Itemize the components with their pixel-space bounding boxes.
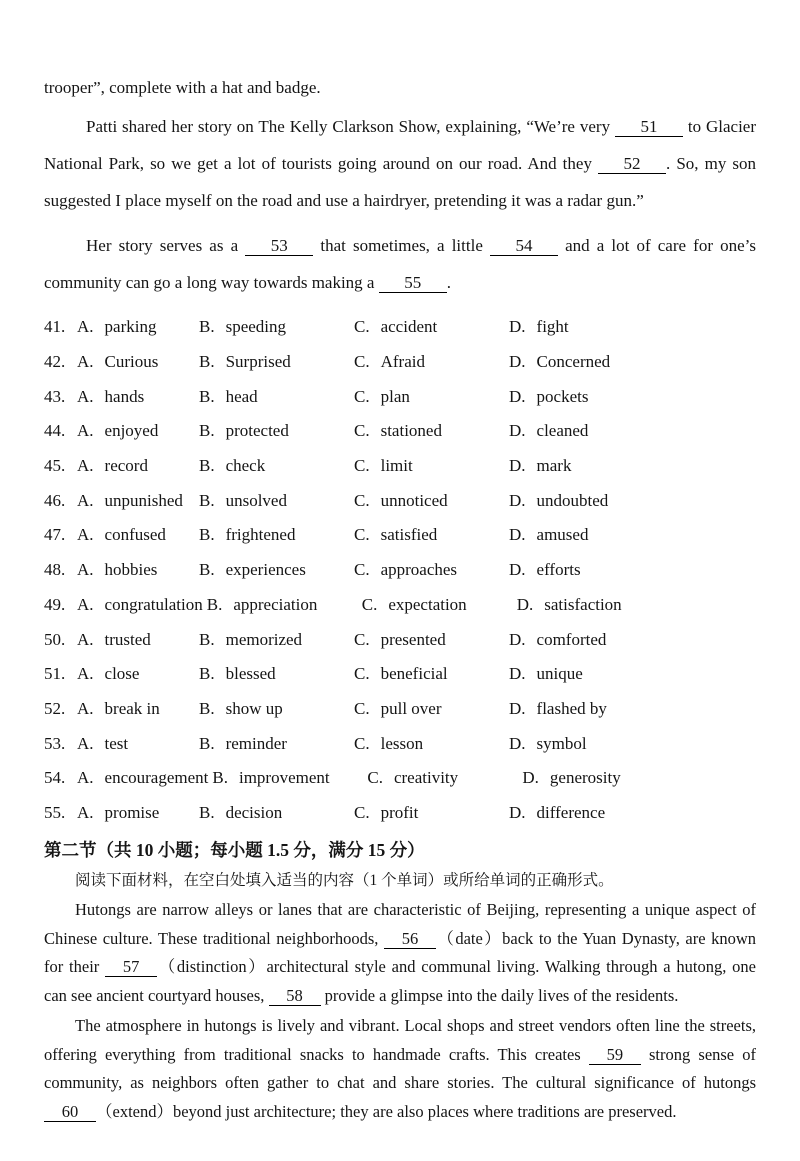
option-b — [199, 456, 354, 476]
option-word: Curious — [104, 352, 159, 372]
option-number: 43. — [44, 386, 66, 406]
option-word: speeding — [225, 317, 287, 337]
option-word: confused — [104, 525, 166, 545]
option-letter: A. — [77, 317, 94, 337]
option-d — [509, 664, 756, 684]
blank-57: 57 — [105, 957, 157, 977]
option-letter: A. — [77, 802, 94, 822]
option-letter: C. — [354, 525, 370, 545]
option-letter: C. — [367, 768, 383, 788]
option-letter: B. — [199, 733, 215, 753]
option-c — [354, 560, 509, 580]
option-letter: A. — [77, 664, 94, 684]
option-letter: D. — [509, 629, 526, 649]
option-letter: C. — [361, 594, 378, 614]
option-word: generosity — [549, 768, 621, 788]
option-row-55 — [44, 796, 756, 831]
option-letter: A. — [77, 733, 94, 753]
option-letter: B. — [199, 456, 215, 476]
option-letter: D. — [522, 768, 539, 788]
option-number: 44. — [44, 421, 66, 441]
blank-54: 54 — [490, 236, 558, 256]
option-letter: C. — [354, 352, 370, 372]
option-letter: B. — [199, 490, 215, 510]
option-c — [354, 525, 509, 545]
option-letter: C. — [354, 802, 370, 822]
option-word: frightened — [225, 525, 296, 545]
option-word: head — [225, 386, 258, 406]
cloze-paragraph-1: Patti shared her story on The Kelly Clarkson Show, explaining, “We’re very 51 to Glacier National Park, so we get a lot of tourists going around on our road. And they 52 . So, my son suggested I place myself on the road and use a hairdryer, pretending it was a radar gun.” — [44, 117, 756, 210]
option-a — [77, 664, 199, 684]
option-d — [509, 491, 756, 511]
option-word: pull over — [380, 698, 442, 718]
option-letter: D. — [509, 317, 526, 337]
section-2 — [44, 837, 756, 1126]
option-c — [354, 491, 509, 511]
option-word: unpunished — [104, 490, 183, 510]
option-b — [199, 560, 354, 580]
option-word: creativity — [393, 768, 459, 788]
option-word: protected — [225, 421, 289, 441]
option-a — [77, 456, 199, 476]
blank-59: 59 — [589, 1045, 641, 1065]
option-b — [199, 317, 354, 337]
option-word: limit — [380, 456, 413, 476]
option-letter: A. — [77, 352, 94, 372]
option-word: plan — [380, 386, 410, 406]
option-d — [509, 525, 756, 545]
option-letter: A. — [77, 698, 94, 718]
option-c — [362, 595, 517, 615]
option-word: undoubted — [536, 490, 609, 510]
option-d — [517, 595, 756, 615]
option-letter: D. — [509, 664, 526, 684]
option-number: 53. — [44, 733, 66, 753]
option-letter: B. — [199, 352, 215, 372]
option-letter: D. — [509, 802, 526, 822]
option-number: 54. — [44, 768, 66, 788]
option-number: 46. — [44, 490, 66, 510]
option-letter: D. — [509, 352, 526, 372]
option-letter: B. — [199, 386, 215, 406]
option-d — [509, 352, 756, 372]
option-word: unnoticed — [380, 490, 448, 510]
option-c — [354, 664, 509, 684]
option-c — [354, 421, 509, 441]
option-number: 49. — [44, 594, 66, 614]
option-word: Concerned — [536, 352, 611, 372]
option-a — [77, 352, 199, 372]
option-word: comforted — [536, 629, 607, 649]
option-word: enjoyed — [104, 421, 159, 441]
option-b — [199, 491, 354, 511]
option-letter: C. — [354, 386, 370, 406]
section-2-paragraph-1: Hutongs are narrow alleys or lanes that are characteristic of Beijing, representing a unique aspect of Chinese culture. These traditional neighborhoods, 56 （date）back to the Yuan Dynasty, are known for their 57 （distinction）architectural style and communal living. Walking through a hutong, one can see ancient courtyard houses, 58 provide a glimpse into the daily lives of the residents. — [44, 900, 757, 1005]
option-letter: B. — [199, 317, 215, 337]
option-row-51 — [44, 657, 756, 692]
option-letter: C. — [354, 421, 370, 441]
option-word: close — [104, 664, 140, 684]
option-letter: B. — [199, 421, 215, 441]
option-letter: C. — [354, 560, 370, 580]
option-letter: A. — [77, 768, 94, 788]
option-d — [509, 630, 756, 650]
option-word: blessed — [225, 664, 276, 684]
option-word: test — [104, 733, 129, 753]
option-word: beneficial — [380, 664, 448, 684]
option-b — [199, 803, 354, 823]
option-d — [509, 699, 756, 719]
option-b — [212, 768, 367, 788]
option-letter: B. — [199, 525, 215, 545]
option-word: amused — [536, 525, 589, 545]
option-letter: A. — [77, 421, 94, 441]
option-letter: D. — [509, 525, 526, 545]
option-d — [522, 768, 756, 788]
option-letter: C. — [354, 733, 370, 753]
option-word: flashed by — [536, 698, 607, 718]
blank-53: 53 — [245, 236, 313, 256]
option-word: cleaned — [536, 421, 589, 441]
option-row-48 — [44, 553, 756, 588]
option-letter: A. — [77, 386, 94, 406]
option-b — [207, 595, 362, 615]
option-word: appreciation — [233, 594, 318, 614]
blank-55: 55 — [379, 273, 447, 293]
option-word: pockets — [536, 386, 589, 406]
option-c — [354, 699, 509, 719]
option-letter: B. — [199, 664, 215, 684]
options-table — [44, 310, 756, 830]
option-word: fight — [536, 317, 569, 337]
option-number: 51. — [44, 664, 66, 684]
option-letter: C. — [354, 317, 370, 337]
option-c — [354, 630, 509, 650]
option-word: stationed — [380, 421, 442, 441]
option-number: 55. — [44, 802, 66, 822]
option-word: approaches — [380, 560, 458, 580]
option-row-53 — [44, 726, 756, 761]
option-letter: A. — [77, 525, 94, 545]
option-b — [199, 664, 354, 684]
option-word: satisfaction — [544, 594, 622, 614]
option-word: difference — [536, 802, 606, 822]
option-row-45 — [44, 449, 756, 484]
option-row-44 — [44, 414, 756, 449]
option-row-50 — [44, 622, 756, 657]
option-letter: B. — [199, 629, 215, 649]
option-d — [509, 421, 756, 441]
blank-56: 56 — [384, 929, 436, 949]
option-a — [77, 768, 212, 788]
option-c — [354, 734, 509, 754]
option-word: show up — [225, 698, 283, 718]
option-letter: C. — [354, 698, 370, 718]
option-d — [509, 560, 756, 580]
option-d — [509, 734, 756, 754]
option-word: mark — [536, 456, 572, 476]
option-word: presented — [380, 629, 446, 649]
option-word: expectation — [388, 594, 467, 614]
carryover-line: trooper”, complete with a hat and badge. — [44, 78, 321, 97]
option-a — [77, 630, 199, 650]
blank-60: 60 — [44, 1102, 96, 1122]
option-letter: D. — [509, 560, 526, 580]
option-a — [77, 387, 199, 407]
option-letter: D. — [509, 490, 526, 510]
option-number: 48. — [44, 560, 66, 580]
option-word: break in — [104, 698, 160, 718]
option-a — [77, 595, 207, 615]
option-row-41 — [44, 310, 756, 345]
option-c — [354, 456, 509, 476]
option-a — [77, 734, 199, 754]
option-word: parking — [104, 317, 157, 337]
option-row-47 — [44, 518, 756, 553]
option-number: 45. — [44, 456, 66, 476]
option-letter: C. — [354, 490, 370, 510]
option-row-49 — [44, 588, 756, 623]
option-letter: D. — [509, 421, 526, 441]
option-a — [77, 699, 199, 719]
option-c — [354, 387, 509, 407]
option-row-46 — [44, 483, 756, 518]
option-number: 50. — [44, 629, 66, 649]
option-word: accident — [380, 317, 438, 337]
option-row-52 — [44, 692, 756, 727]
option-letter: C. — [354, 456, 370, 476]
option-letter: D. — [509, 386, 526, 406]
option-a — [77, 803, 199, 823]
option-d — [509, 317, 756, 337]
option-word: experiences — [225, 560, 306, 580]
option-b — [199, 734, 354, 754]
option-word: congratulation — [104, 594, 203, 614]
option-word: trusted — [104, 629, 151, 649]
section-2-instruction: 阅读下面材料，在空白处填入适当的内容（1 个单词）或所给单词的正确形式。 — [75, 872, 614, 890]
option-letter: B. — [206, 594, 223, 614]
option-word: reminder — [225, 733, 287, 753]
option-letter: D. — [509, 698, 526, 718]
option-a — [77, 560, 199, 580]
option-letter: A. — [77, 456, 94, 476]
option-c — [354, 352, 509, 372]
section-2-heading: 第二节（共 10 小题；每小题 1.5 分，满分 15 分） — [44, 840, 425, 861]
option-word: lesson — [380, 733, 424, 753]
option-row-43 — [44, 379, 756, 414]
option-a — [77, 491, 199, 511]
option-word: Afraid — [380, 352, 425, 372]
blank-52: 52 — [598, 154, 666, 174]
option-number: 42. — [44, 352, 66, 372]
option-word: improvement — [238, 768, 330, 788]
option-letter: A. — [77, 594, 94, 614]
option-word: hobbies — [104, 560, 158, 580]
option-b — [199, 630, 354, 650]
option-word: satisfied — [380, 525, 438, 545]
option-letter: A. — [77, 490, 94, 510]
option-d — [509, 456, 756, 476]
option-letter: D. — [509, 733, 526, 753]
option-a — [77, 421, 199, 441]
option-b — [199, 699, 354, 719]
option-word: unique — [536, 664, 583, 684]
option-letter: A. — [77, 560, 94, 580]
option-b — [199, 525, 354, 545]
option-d — [509, 387, 756, 407]
option-number: 52. — [44, 698, 66, 718]
option-a — [77, 317, 199, 337]
option-letter: B. — [199, 560, 215, 580]
option-word: efforts — [536, 560, 581, 580]
blank-51: 51 — [615, 117, 683, 137]
cloze-paragraph-2: Her story serves as a 53 that sometimes, a little 54 and a lot of care for one’s community can go a long way towards making a 55 . — [44, 236, 756, 292]
section-2-paragraph-2: The atmosphere in hutongs is lively and vibrant. Local shops and street vendors often line the streets, offering everything from traditional snacks to handmade crafts. This creates 59 strong sense of community, as neighbors often gather to chat and share stories. The cultural significance of hutongs 60 （extend）beyond just architecture; they are also places where traditions are preserved. — [44, 1016, 757, 1121]
option-letter: D. — [509, 456, 526, 476]
option-word: hands — [104, 386, 145, 406]
option-number: 41. — [44, 317, 66, 337]
option-word: symbol — [536, 733, 587, 753]
option-word: memorized — [225, 629, 303, 649]
option-letter: C. — [354, 629, 370, 649]
option-number: 47. — [44, 525, 66, 545]
option-c — [367, 768, 522, 788]
option-word: unsolved — [225, 490, 287, 510]
option-b — [199, 387, 354, 407]
option-c — [354, 803, 509, 823]
option-b — [199, 421, 354, 441]
option-b — [199, 352, 354, 372]
option-c — [354, 317, 509, 337]
option-word: decision — [225, 802, 283, 822]
option-word: profit — [380, 802, 419, 822]
option-letter: C. — [354, 664, 370, 684]
option-word: record — [104, 456, 148, 476]
option-letter: D. — [516, 594, 534, 614]
option-word: Surprised — [225, 352, 291, 372]
option-letter: B. — [199, 698, 215, 718]
option-letter: B. — [199, 802, 215, 822]
option-word: check — [225, 456, 266, 476]
option-letter: B. — [212, 768, 228, 788]
option-d — [509, 803, 756, 823]
option-word: promise — [104, 802, 160, 822]
option-a — [77, 525, 199, 545]
option-letter: A. — [77, 629, 94, 649]
option-row-54 — [44, 761, 756, 796]
option-row-42 — [44, 345, 756, 380]
option-word: encouragement — [104, 768, 209, 788]
blank-58: 58 — [269, 986, 321, 1006]
